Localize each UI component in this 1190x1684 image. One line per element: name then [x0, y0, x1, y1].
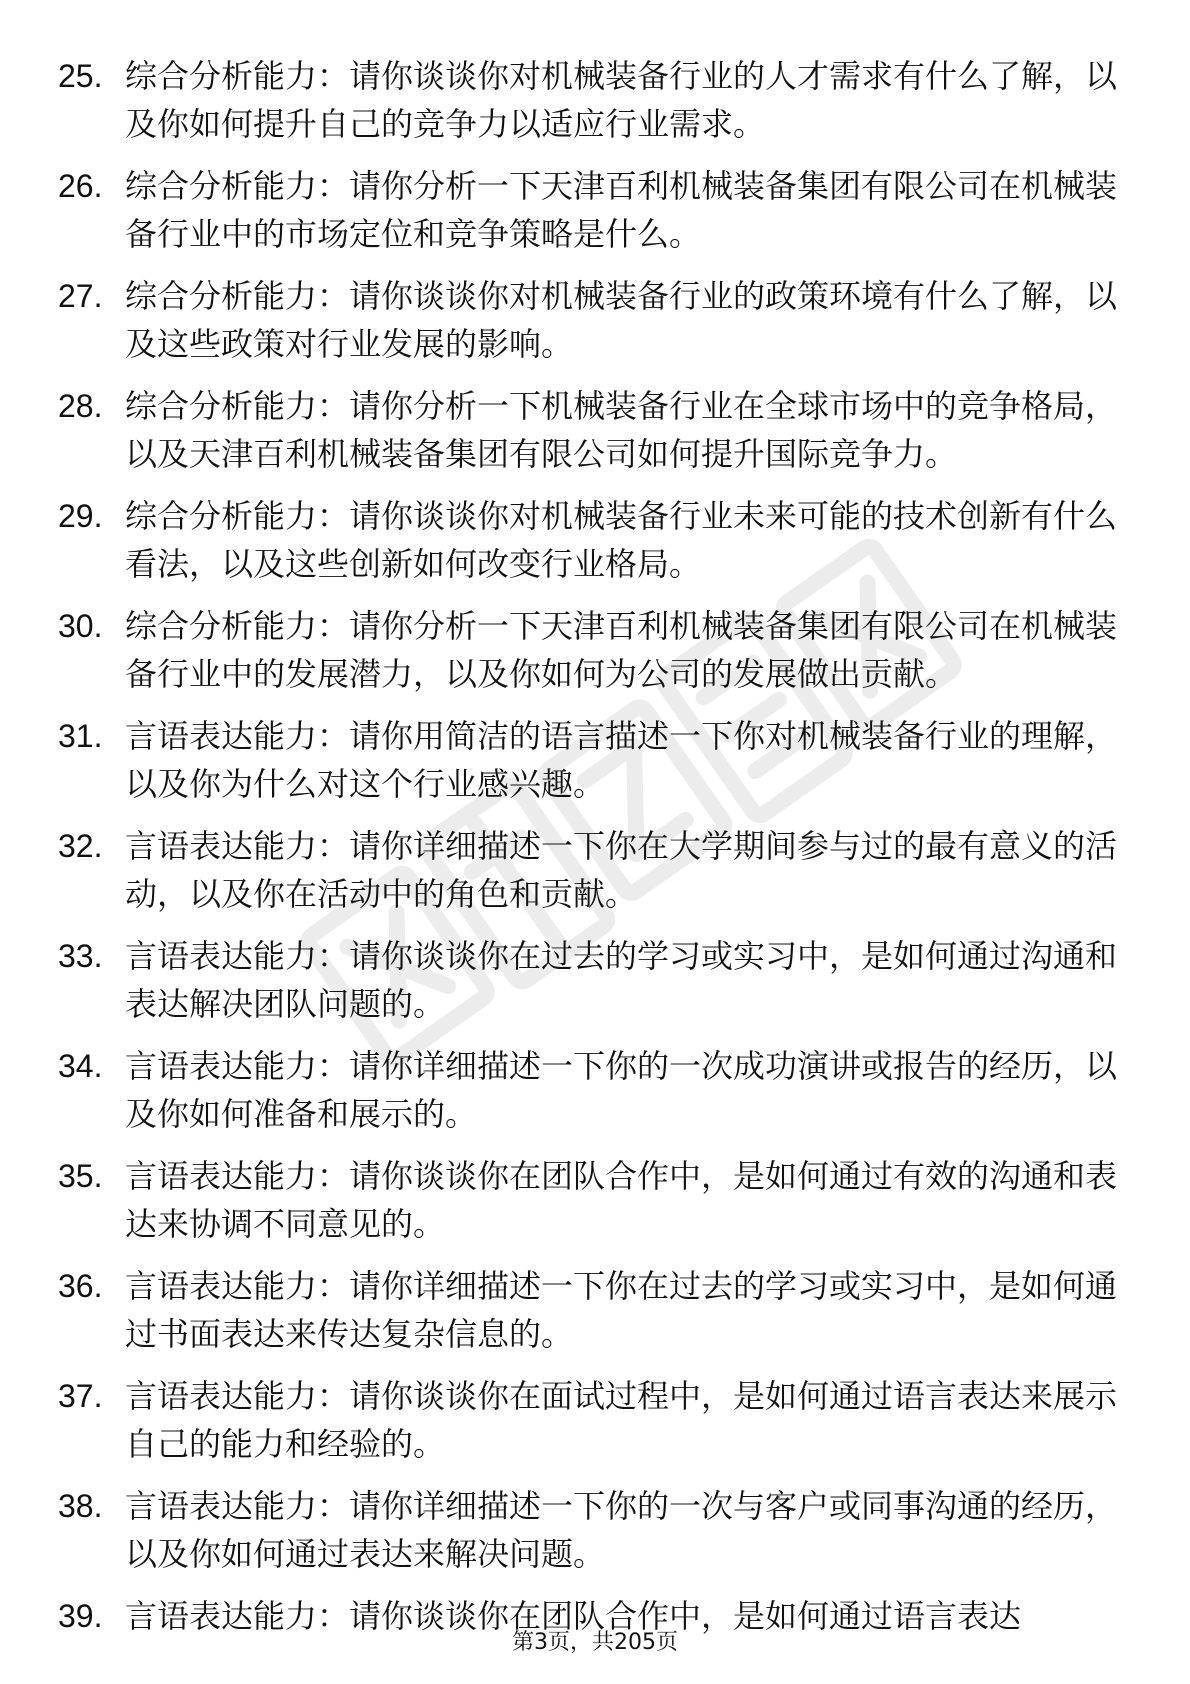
question-item — [58, 1482, 1118, 1578]
question-number: 31. — [58, 718, 103, 754]
question-number: 32. — [58, 828, 103, 864]
question-item — [58, 1372, 1118, 1468]
question-number: 29. — [58, 498, 103, 534]
question-text: 言语表达能力：请你谈谈你在团队合作中，是如何通过有效的沟通和表达来协调不同意见的。 — [125, 1157, 1118, 1243]
question-text: 言语表达能力：请你详细描述一下你的一次与客户或同事沟通的经历，以及你如何通过表达来解决问题。 — [125, 1487, 1118, 1573]
question-list — [58, 52, 1118, 1654]
question-number: 26. — [58, 168, 103, 204]
question-number: 34. — [58, 1048, 103, 1084]
question-text: 综合分析能力：请你分析一下天津百利机械装备集团有限公司在机械装备行业中的市场定位和竞争策略是什么。 — [125, 167, 1118, 253]
question-number: 33. — [58, 938, 103, 974]
question-item — [58, 1042, 1118, 1138]
question-item — [58, 382, 1118, 478]
question-text: 综合分析能力：请你谈谈你对机械装备行业未来可能的技术创新有什么看法，以及这些创新如何改变行业格局。 — [125, 497, 1118, 583]
question-item — [58, 272, 1118, 368]
question-item — [58, 822, 1118, 918]
question-text: 言语表达能力：请你谈谈你在过去的学习或实习中，是如何通过沟通和表达解决团队问题的。 — [125, 937, 1118, 1023]
question-number: 39. — [58, 1598, 103, 1634]
question-number: 36. — [58, 1268, 103, 1304]
question-number: 38. — [58, 1488, 103, 1524]
question-number: 37. — [58, 1378, 103, 1414]
question-number: 27. — [58, 278, 103, 314]
question-item — [58, 52, 1118, 148]
question-item — [58, 1262, 1118, 1358]
question-number: 35. — [58, 1158, 103, 1194]
question-item — [58, 162, 1118, 258]
question-item — [58, 602, 1118, 698]
question-text: 综合分析能力：请你谈谈你对机械装备行业的人才需求有什么了解，以及你如何提升自己的竞争力以适应行业需求。 — [125, 57, 1118, 143]
question-text: 言语表达能力：请你用简洁的语言描述一下你对机械装备行业的理解，以及你为什么对这个行业感兴趣。 — [125, 717, 1118, 803]
question-text: 言语表达能力：请你详细描述一下你在过去的学习或实习中，是如何通过书面表达来传达复杂信息的。 — [125, 1267, 1118, 1353]
question-number: 30. — [58, 608, 103, 644]
question-text: 言语表达能力：请你谈谈你在团队合作中，是如何通过语言表达 — [125, 1597, 1022, 1635]
question-item — [58, 712, 1118, 808]
question-item — [58, 1152, 1118, 1248]
page-footer: 第3页，共205页 — [512, 1630, 678, 1655]
question-text: 综合分析能力：请你分析一下机械装备行业在全球市场中的竞争格局，以及天津百利机械装备集团有限公司如何提升国际竞争力。 — [125, 387, 1118, 473]
question-text: 言语表达能力：请你详细描述一下你在大学期间参与过的最有意义的活动，以及你在活动中的角色和贡献。 — [125, 827, 1118, 913]
question-text: 综合分析能力：请你分析一下天津百利机械装备集团有限公司在机械装备行业中的发展潜力，以及你如何为公司的发展做出贡献。 — [125, 607, 1118, 693]
question-item — [58, 932, 1118, 1028]
question-text: 言语表达能力：请你详细描述一下你的一次成功演讲或报告的经历，以及你如何准备和展示的。 — [125, 1047, 1118, 1133]
question-text: 言语表达能力：请你谈谈你在面试过程中，是如何通过语言表达来展示自己的能力和经验的。 — [125, 1377, 1118, 1463]
question-text: 综合分析能力：请你谈谈你对机械装备行业的政策环境有什么了解，以及这些政策对行业发展的影响。 — [125, 277, 1118, 363]
question-item — [58, 492, 1118, 588]
question-number: 28. — [58, 388, 103, 424]
question-number: 25. — [58, 58, 103, 94]
